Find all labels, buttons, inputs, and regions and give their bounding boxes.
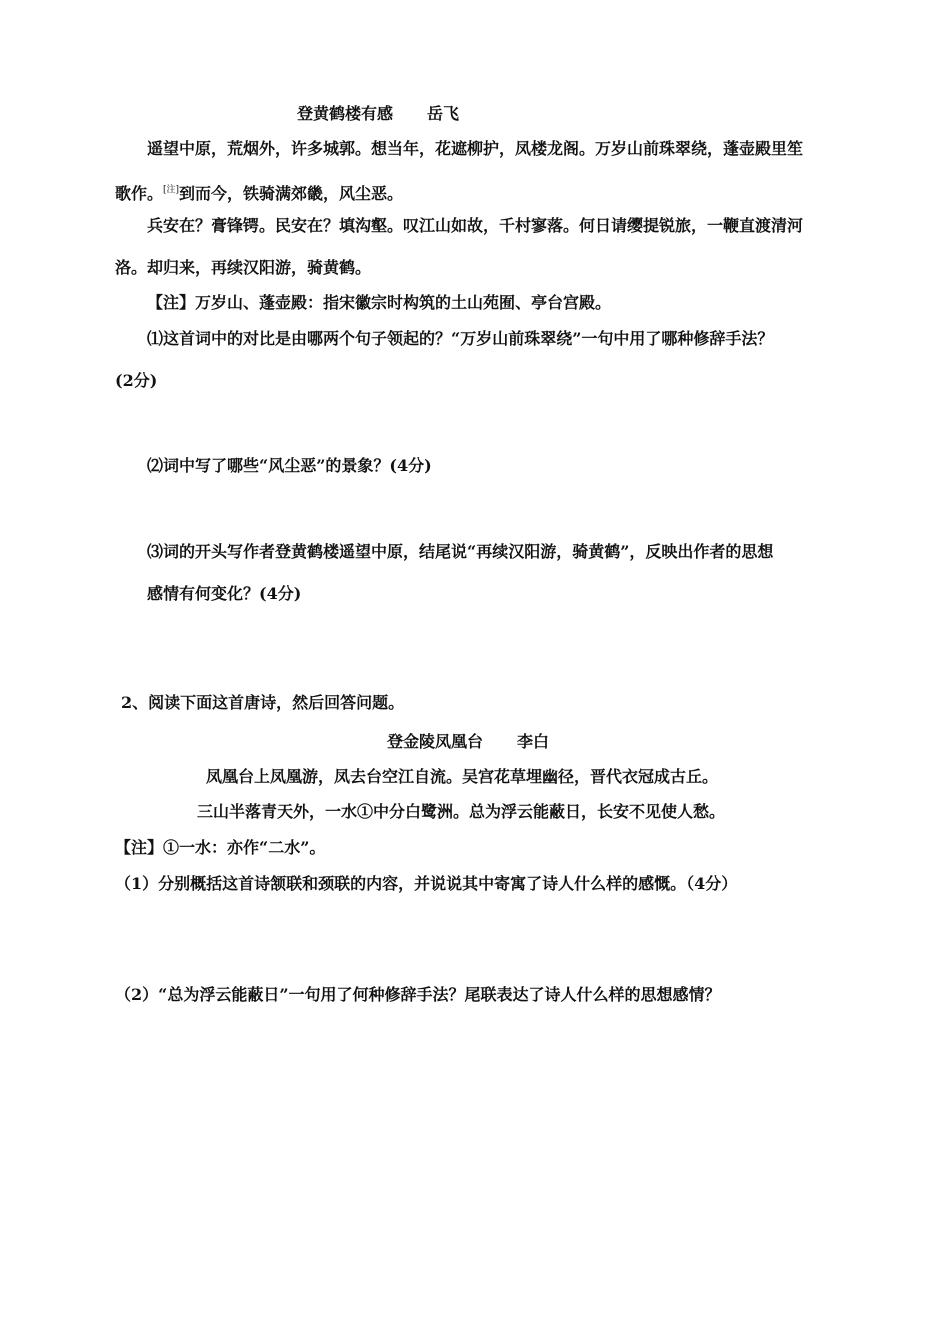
poem1-line-2b: 到而今，铁骑满郊畿，风尘恶。: [179, 184, 404, 203]
note-mark: [注]: [163, 185, 180, 195]
poem1-note: 【注】万岁山、蓬壶殿：指宋徽宗时构筑的土山苑囿、亭台宫殿。: [147, 293, 612, 312]
section2-heading: 2、阅读下面这首唐诗，然后回答问题。: [121, 693, 405, 712]
poem1-question-1-score: (2分): [115, 371, 158, 390]
poem2-question-2: （2）“总为浮云能蔽日”一句用了何种修辞手法？尾联表达了诗人什么样的思想感情？: [115, 985, 721, 1004]
poem2-line-2: 三山半落青天外，一水①中分白鹭洲。总为浮云能蔽日，长安不见使人愁。: [197, 802, 726, 821]
poem1-line-2: [115, 179, 403, 205]
poem1-question-2: ⑵词中写了哪些“风尘恶”的景象？(4分): [147, 456, 432, 475]
poem1-line-4: 洛。却归来，再续汉阳游，骑黄鹤。: [115, 258, 372, 277]
poem1-question-3-cont: 感情有何变化？(4分): [147, 584, 302, 603]
poem2-title: [387, 731, 549, 753]
poem1-line-2a: 歌作。: [115, 184, 164, 203]
poem1-title-text: 登黄鹤楼有感: [297, 104, 394, 123]
poem2-title-text: 登金陵凤凰台: [387, 732, 484, 751]
poem1-question-1: ⑴这首词中的对比是由哪两个句子领起的？“万岁山前珠翠绕”一句中用了哪种修辞手法？: [147, 329, 774, 348]
poem2-note: 【注】①一水：亦作“二水”。: [115, 838, 326, 857]
poem1-line-1: 遥望中原，荒烟外，许多城郭。想当年，花遮柳护，凤楼龙阁。万岁山前珠翠绕，蓬壶殿里笙: [147, 139, 804, 158]
poem2-line-1: 凤凰台上凤凰游，凤去台空江自流。吴宫花草埋幽径，晋代衣冠成古丘。: [206, 767, 719, 786]
poem2-author: 李白: [517, 732, 550, 751]
poem1-line-3: 兵安在？膏锋锷。民安在？填沟壑。叹江山如故，千村寥落。何日请缨提锐旅，一鞭直渡清河: [147, 216, 804, 235]
poem1-title: [297, 103, 459, 125]
poem2-question-1: （1）分别概括这首诗颔联和颈联的内容，并说说其中寄寓了诗人什么样的感慨。（4分）: [115, 874, 738, 893]
poem1-question-3: ⑶词的开头写作者登黄鹤楼遥望中原，结尾说“再续汉阳游，骑黄鹤”，反映出作者的思想: [147, 542, 774, 561]
poem1-author: 岳飞: [427, 104, 460, 123]
